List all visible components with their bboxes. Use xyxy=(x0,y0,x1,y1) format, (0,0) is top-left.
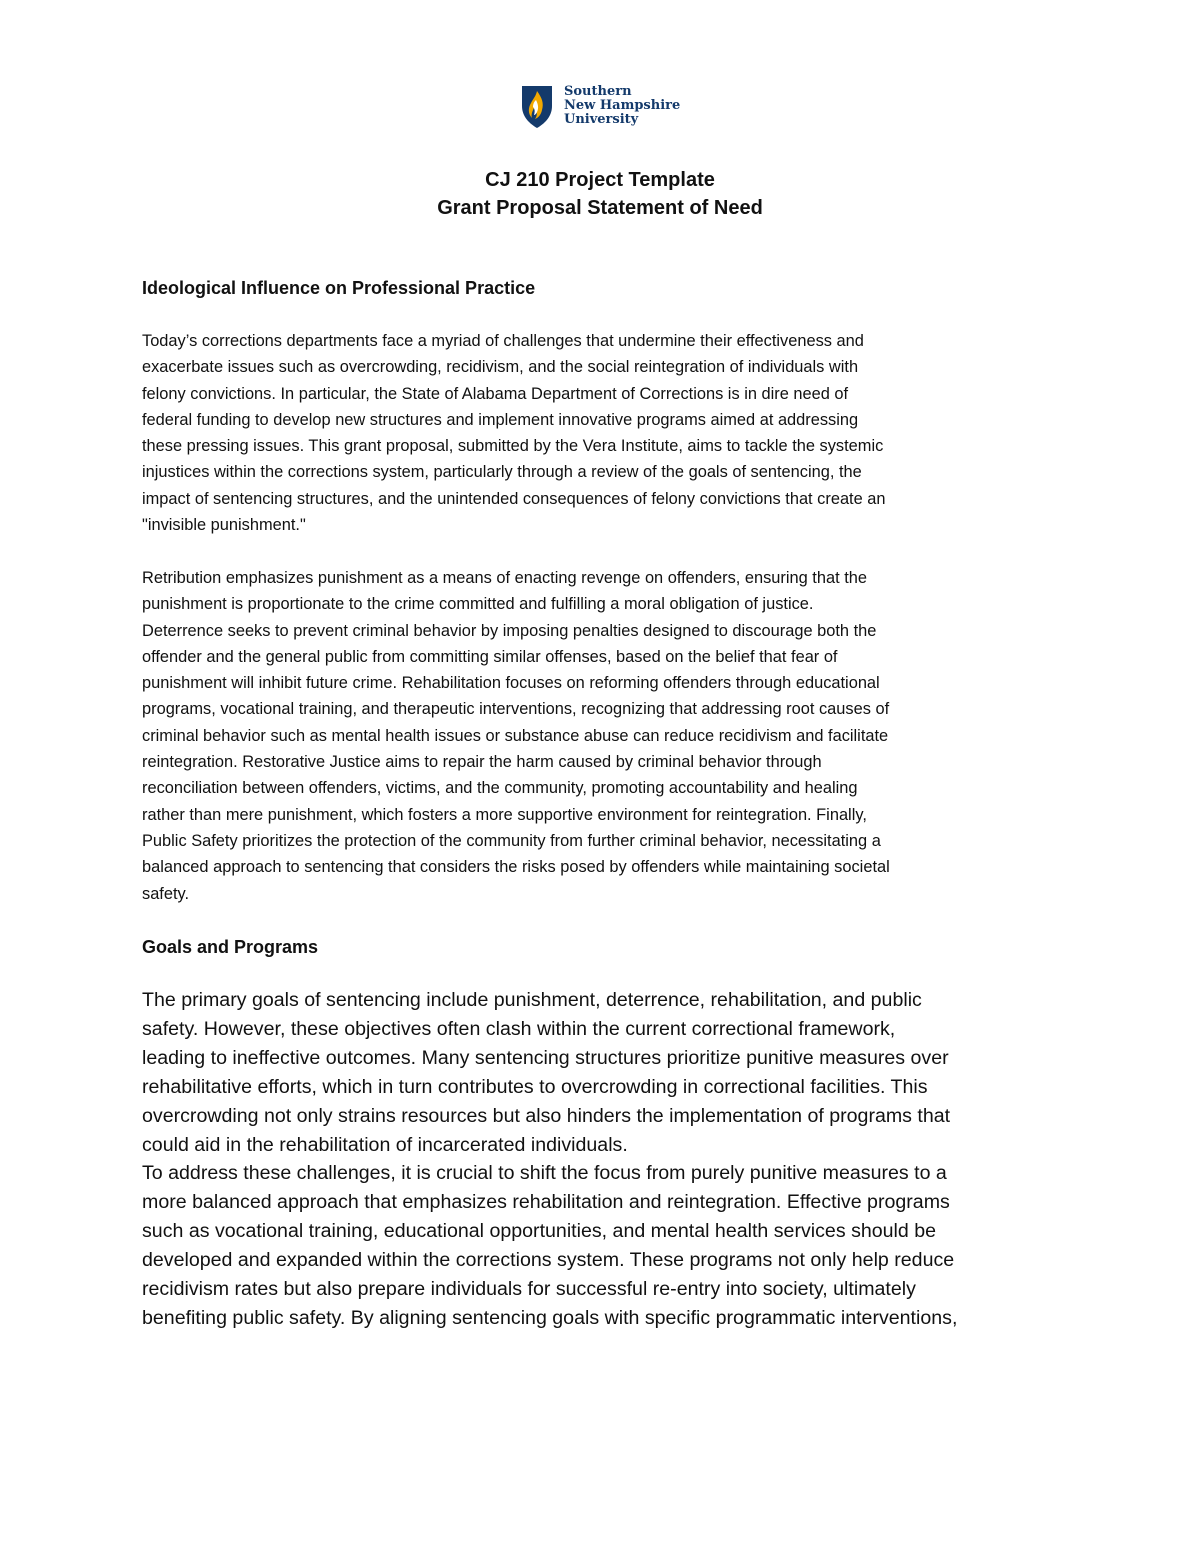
text-line: safety. However, these objectives often clash within the current correctional framework, xyxy=(142,1018,896,1040)
text-line: felony convictions. In particular, the State of Alabama Department of Corrections is in dire need of xyxy=(142,384,849,403)
logo-line: Southern xyxy=(564,84,632,99)
text-line: offender and the general public from committing similar offenses, based on the belief that fear of xyxy=(142,647,838,666)
text-line: federal funding to develop new structures and implement innovative programs aimed at addressing xyxy=(142,410,859,429)
text-line: overcrowding not only strains resources but also hinders the implementation of programs that xyxy=(142,1105,951,1127)
text-line: injustices within the corrections system, particularly through a review of the goals of sentencing, the xyxy=(142,463,862,482)
logo-line: University xyxy=(564,112,639,127)
text-line: Deterrence seeks to prevent criminal behavior by imposing penalties designed to discourage both the xyxy=(142,621,877,640)
text-line: could aid in the rehabilitation of incarcerated individuals. xyxy=(142,1134,628,1156)
text-line: these pressing issues. This grant proposal, submitted by the Vera Institute, aims to tackle the systemic xyxy=(142,437,884,456)
text-line: Today’s corrections departments face a myriad of challenges that undermine their effectiveness and xyxy=(142,332,864,350)
text-line: punishment will inhibit future crime. Rehabilitation focuses on reforming offenders through educational xyxy=(142,674,880,693)
text-line: such as vocational training, educational opportunities, and mental health services should be xyxy=(142,1220,937,1242)
text-line: Retribution emphasizes punishment as a means of enacting revenge on offenders, ensuring that the xyxy=(142,569,867,587)
text-line: reintegration. Restorative Justice aims to repair the harm caused by criminal behavior through xyxy=(142,753,822,772)
text-line: "invisible punishment." xyxy=(142,516,306,535)
paragraph xyxy=(142,1159,957,1333)
text-line: punishment is proportionate to the crime committed and fulfilling a moral obligation of justice. xyxy=(142,595,814,614)
text-line: rehabilitative efforts, which in turn contributes to overcrowding in correctional facilities. This xyxy=(142,1076,928,1098)
document-title xyxy=(0,166,1200,222)
text-line: balanced approach to sentencing that considers the risks posed by offenders while maintaining societal xyxy=(142,858,890,877)
text-line: exacerbate issues such as overcrowding, recidivism, and the social reintegration of individuals with xyxy=(142,358,859,377)
text-line: impact of sentencing structures, and the unintended consequences of felony convictions that create an xyxy=(142,489,886,508)
text-line: To address these challenges, it is crucial to shift the focus from purely punitive measures to a xyxy=(142,1162,947,1184)
text-line: reconciliation between offenders, victims, and the community, promoting accountability and healing xyxy=(142,779,858,798)
section-heading: Ideological Influence on Professional Practice xyxy=(142,278,536,298)
section-heading: Goals and Programs xyxy=(142,937,319,957)
paragraph xyxy=(142,565,890,907)
text-line: recidivism rates but also prepare individuals for successful re-entry into society, ultimately xyxy=(142,1278,916,1300)
logo-line: New Hampshire xyxy=(564,98,681,113)
shield-flame-icon xyxy=(520,84,554,130)
text-line: leading to ineffective outcomes. Many sentencing structures prioritize punitive measures over xyxy=(142,1047,949,1069)
paragraph xyxy=(142,986,950,1160)
university-logo xyxy=(520,84,690,134)
text-line: more balanced approach that emphasizes rehabilitation and reintegration. Effective programs xyxy=(142,1191,950,1213)
text-line: benefiting public safety. By aligning sentencing goals with specific programmatic interventions, xyxy=(142,1307,958,1329)
title-line-1: CJ 210 Project Template xyxy=(485,169,715,191)
text-line: The primary goals of sentencing include punishment, deterrence, rehabilitation, and public xyxy=(142,989,922,1011)
text-line: rather than mere punishment, which fosters a more supportive environment for reintegration. Finally, xyxy=(142,805,867,824)
text-line: developed and expanded within the corrections system. These programs not only help reduce xyxy=(142,1249,955,1271)
text-line: Public Safety prioritizes the protection of the community from further criminal behavior, necessitating a xyxy=(142,831,881,850)
logo-wordmark xyxy=(564,85,680,127)
text-line: programs, vocational training, and therapeutic interventions, recognizing that addressing root causes of xyxy=(142,700,890,719)
paragraph xyxy=(142,328,886,538)
title-line-2: Grant Proposal Statement of Need xyxy=(437,197,763,219)
text-line: safety. xyxy=(142,884,190,903)
text-line: criminal behavior such as mental health issues or substance abuse can reduce recidivism and facilitate xyxy=(142,726,889,745)
